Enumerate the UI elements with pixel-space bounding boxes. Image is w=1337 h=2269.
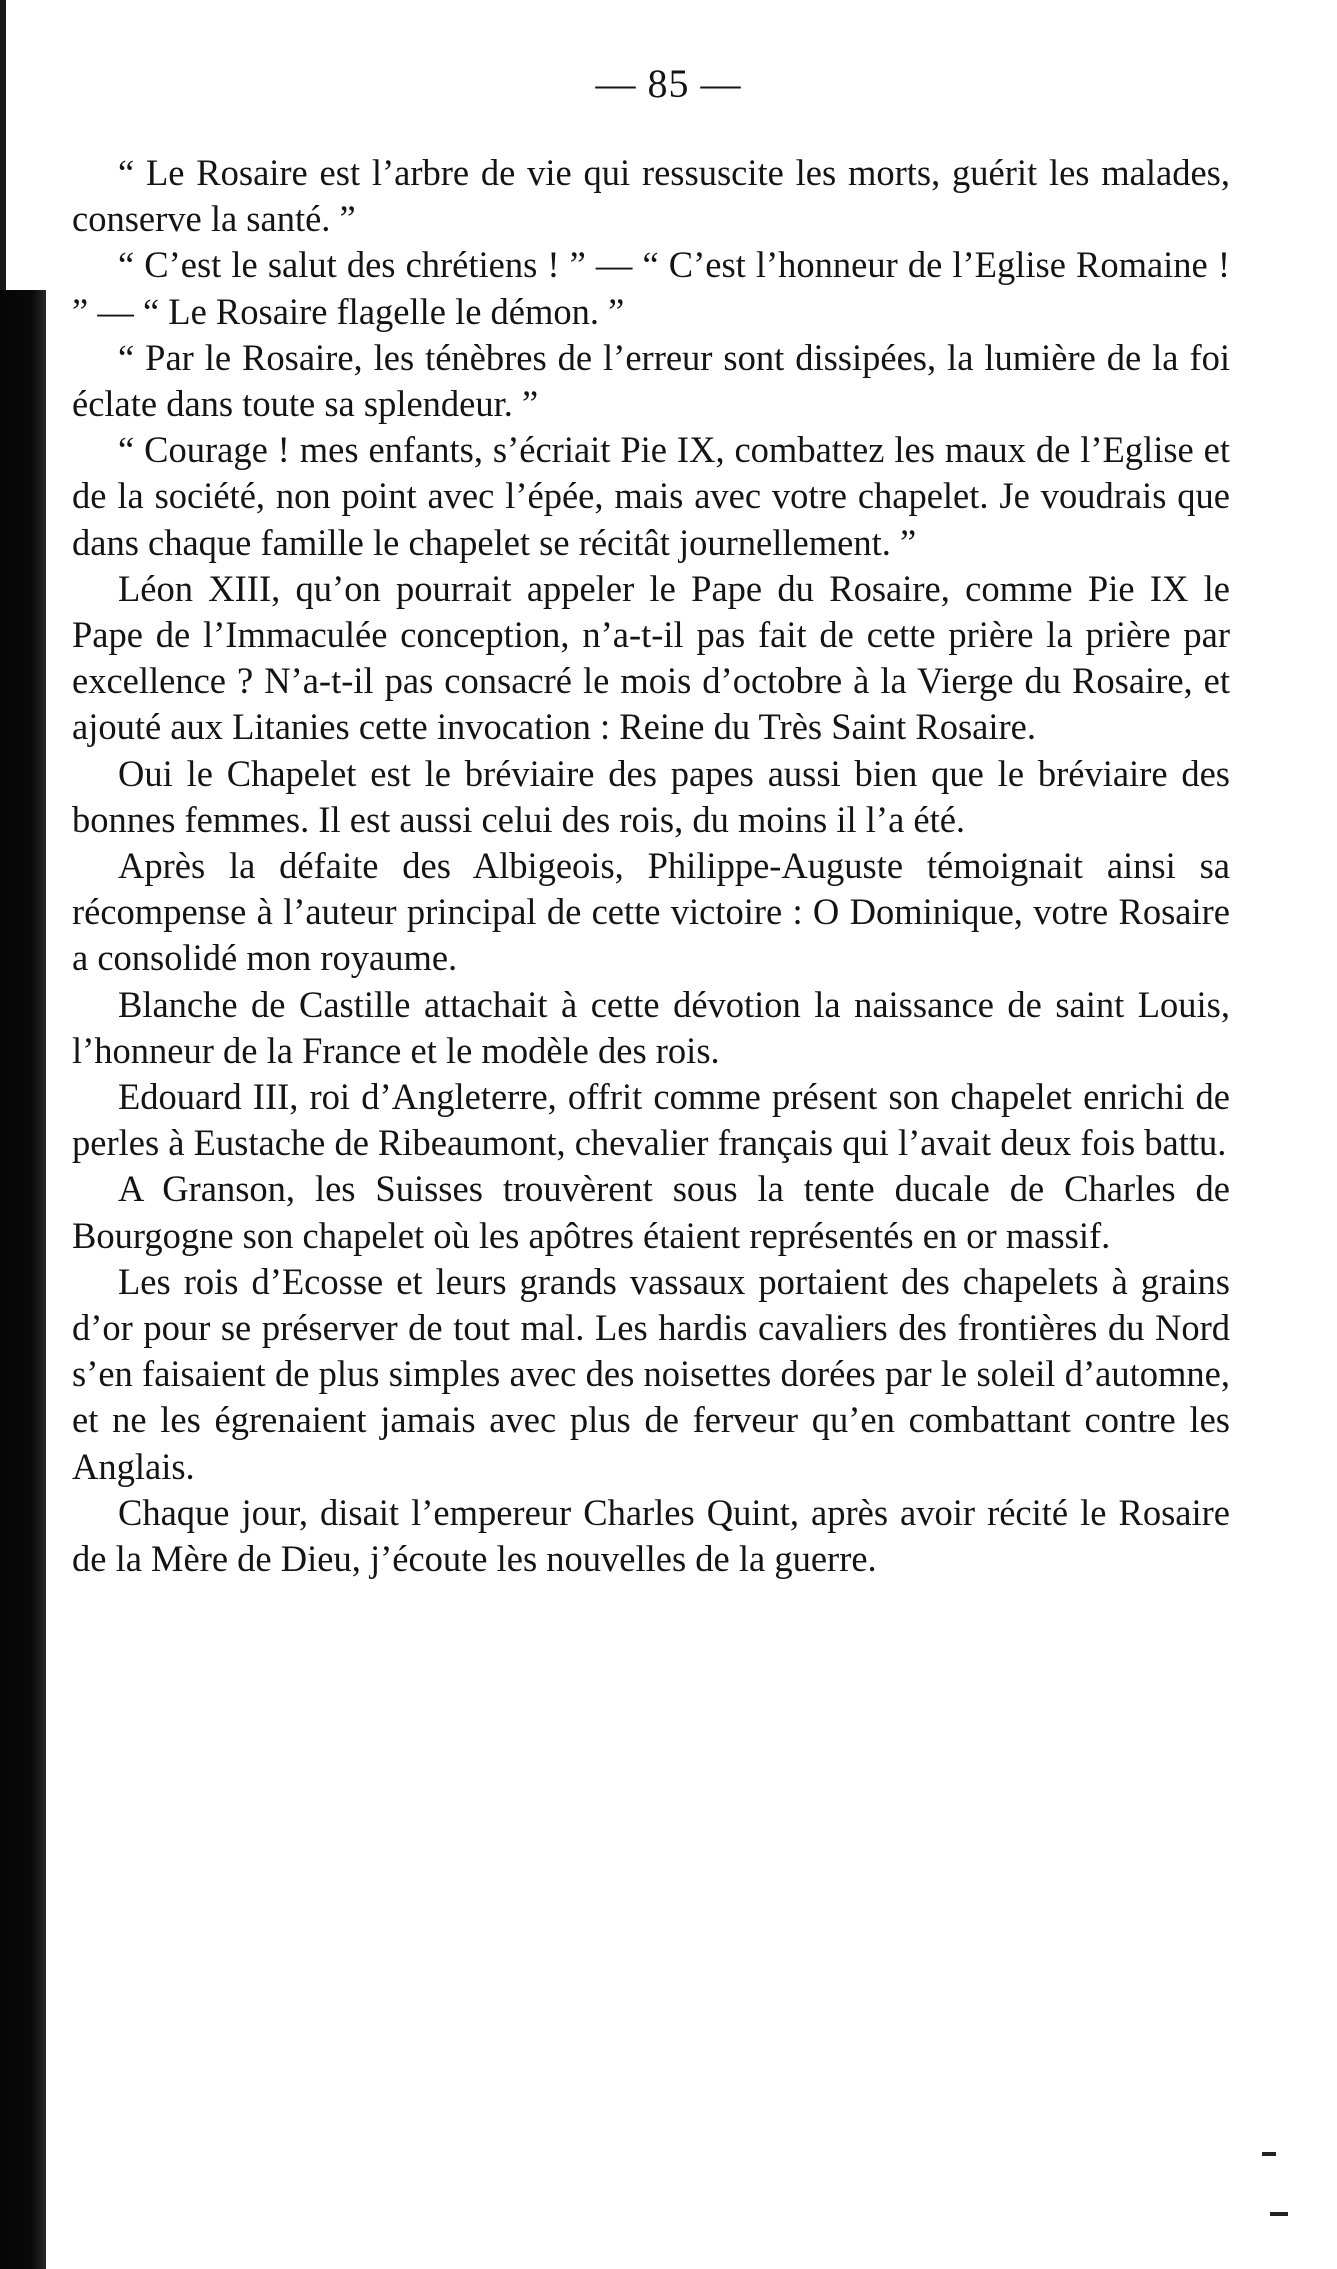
body-text (72, 150, 1230, 1582)
paragraph-11: Les rois d’Ecosse et leurs grands vassaux portaient des chapelets à grains d’or pour se préserver de tout mal. Les hardis cavaliers des frontières du Nord s’en faisaient de plus simples avec des noisettes dorées par le soleil d’automne, et ne les égrenaient jamais avec plus de ferveur qu’en combattant contre les Anglais. (72, 1260, 1230, 1487)
paragraph-4: “ Courage ! mes enfants, s’écriait Pie IX, combattez les maux de l’Eglise et de la société, non point avec l’épée, mais avec votre chapelet. Je voudrais que dans chaque famille le chapelet se récitât journellement. ” (72, 429, 1230, 563)
paragraph-12: Chaque jour, disait l’empereur Charles Quint, après avoir récité le Rosaire de la Mère de Dieu, j’écoute les nouvelles de la guerre. (72, 1491, 1230, 1580)
paragraph-7: Après la défaite des Albigeois, Philippe-Auguste témoignait ainsi sa récompense à l’auteur principal de cette victoire : O Dominique, votre Rosaire a consolidé mon royaume. (72, 845, 1230, 979)
page-number: — 85 — (595, 61, 742, 106)
paragraph-2: “ C’est le salut des chrétiens ! ” — “ C’est l’honneur de l’Eglise Romaine ! ” — “ Le Rosaire flagelle le démon. ” (72, 244, 1230, 332)
paragraph-10: A Granson, les Suisses trouvèrent sous la tente ducale de Charles de Bourgogne son chapelet où les apôtres étaient représentés en or massif. (72, 1168, 1230, 1256)
paragraph-9: Edouard III, roi d’Angleterre, offrit comme présent son chapelet enrichi de perles à Eustache de Ribeaumont, chevalier français qui l’avait deux fois battu. (72, 1076, 1230, 1164)
scan-edge-top (0, 0, 6, 290)
scan-speck (1270, 2212, 1288, 2216)
paragraph-5: Léon XIII, qu’on pourrait appeler le Pape du Rosaire, comme Pie IX le Pape de l’Immaculée conception, n’a-t-il pas fait de cette prière la prière par excellence ? N’a-t-il pas consacré le mois d’octobre à la Vierge du Rosaire, et ajouté aux Litanies cette invocation : Reine du Très Saint Rosaire. (72, 567, 1230, 748)
paragraph-8: Blanche de Castille attachait à cette dévotion la naissance de saint Louis, l’honneur de la France et le modèle des rois. (72, 983, 1230, 1071)
paragraph-1: “ Le Rosaire est l’arbre de vie qui ressuscite les morts, guérit les malades, conserve la santé. ” (72, 152, 1230, 240)
scan-binding-shadow (0, 290, 46, 2269)
scan-speck (1262, 2152, 1276, 2156)
paragraph-6: Oui le Chapelet est le bréviaire des papes aussi bien que le bréviaire des bonnes femmes. Il est aussi celui des rois, du moins il l’a été. (72, 752, 1230, 840)
paragraph-3: “ Par le Rosaire, les ténèbres de l’erreur sont dissipées, la lumière de la foi éclate dans toute sa splendeur. ” (72, 336, 1230, 425)
